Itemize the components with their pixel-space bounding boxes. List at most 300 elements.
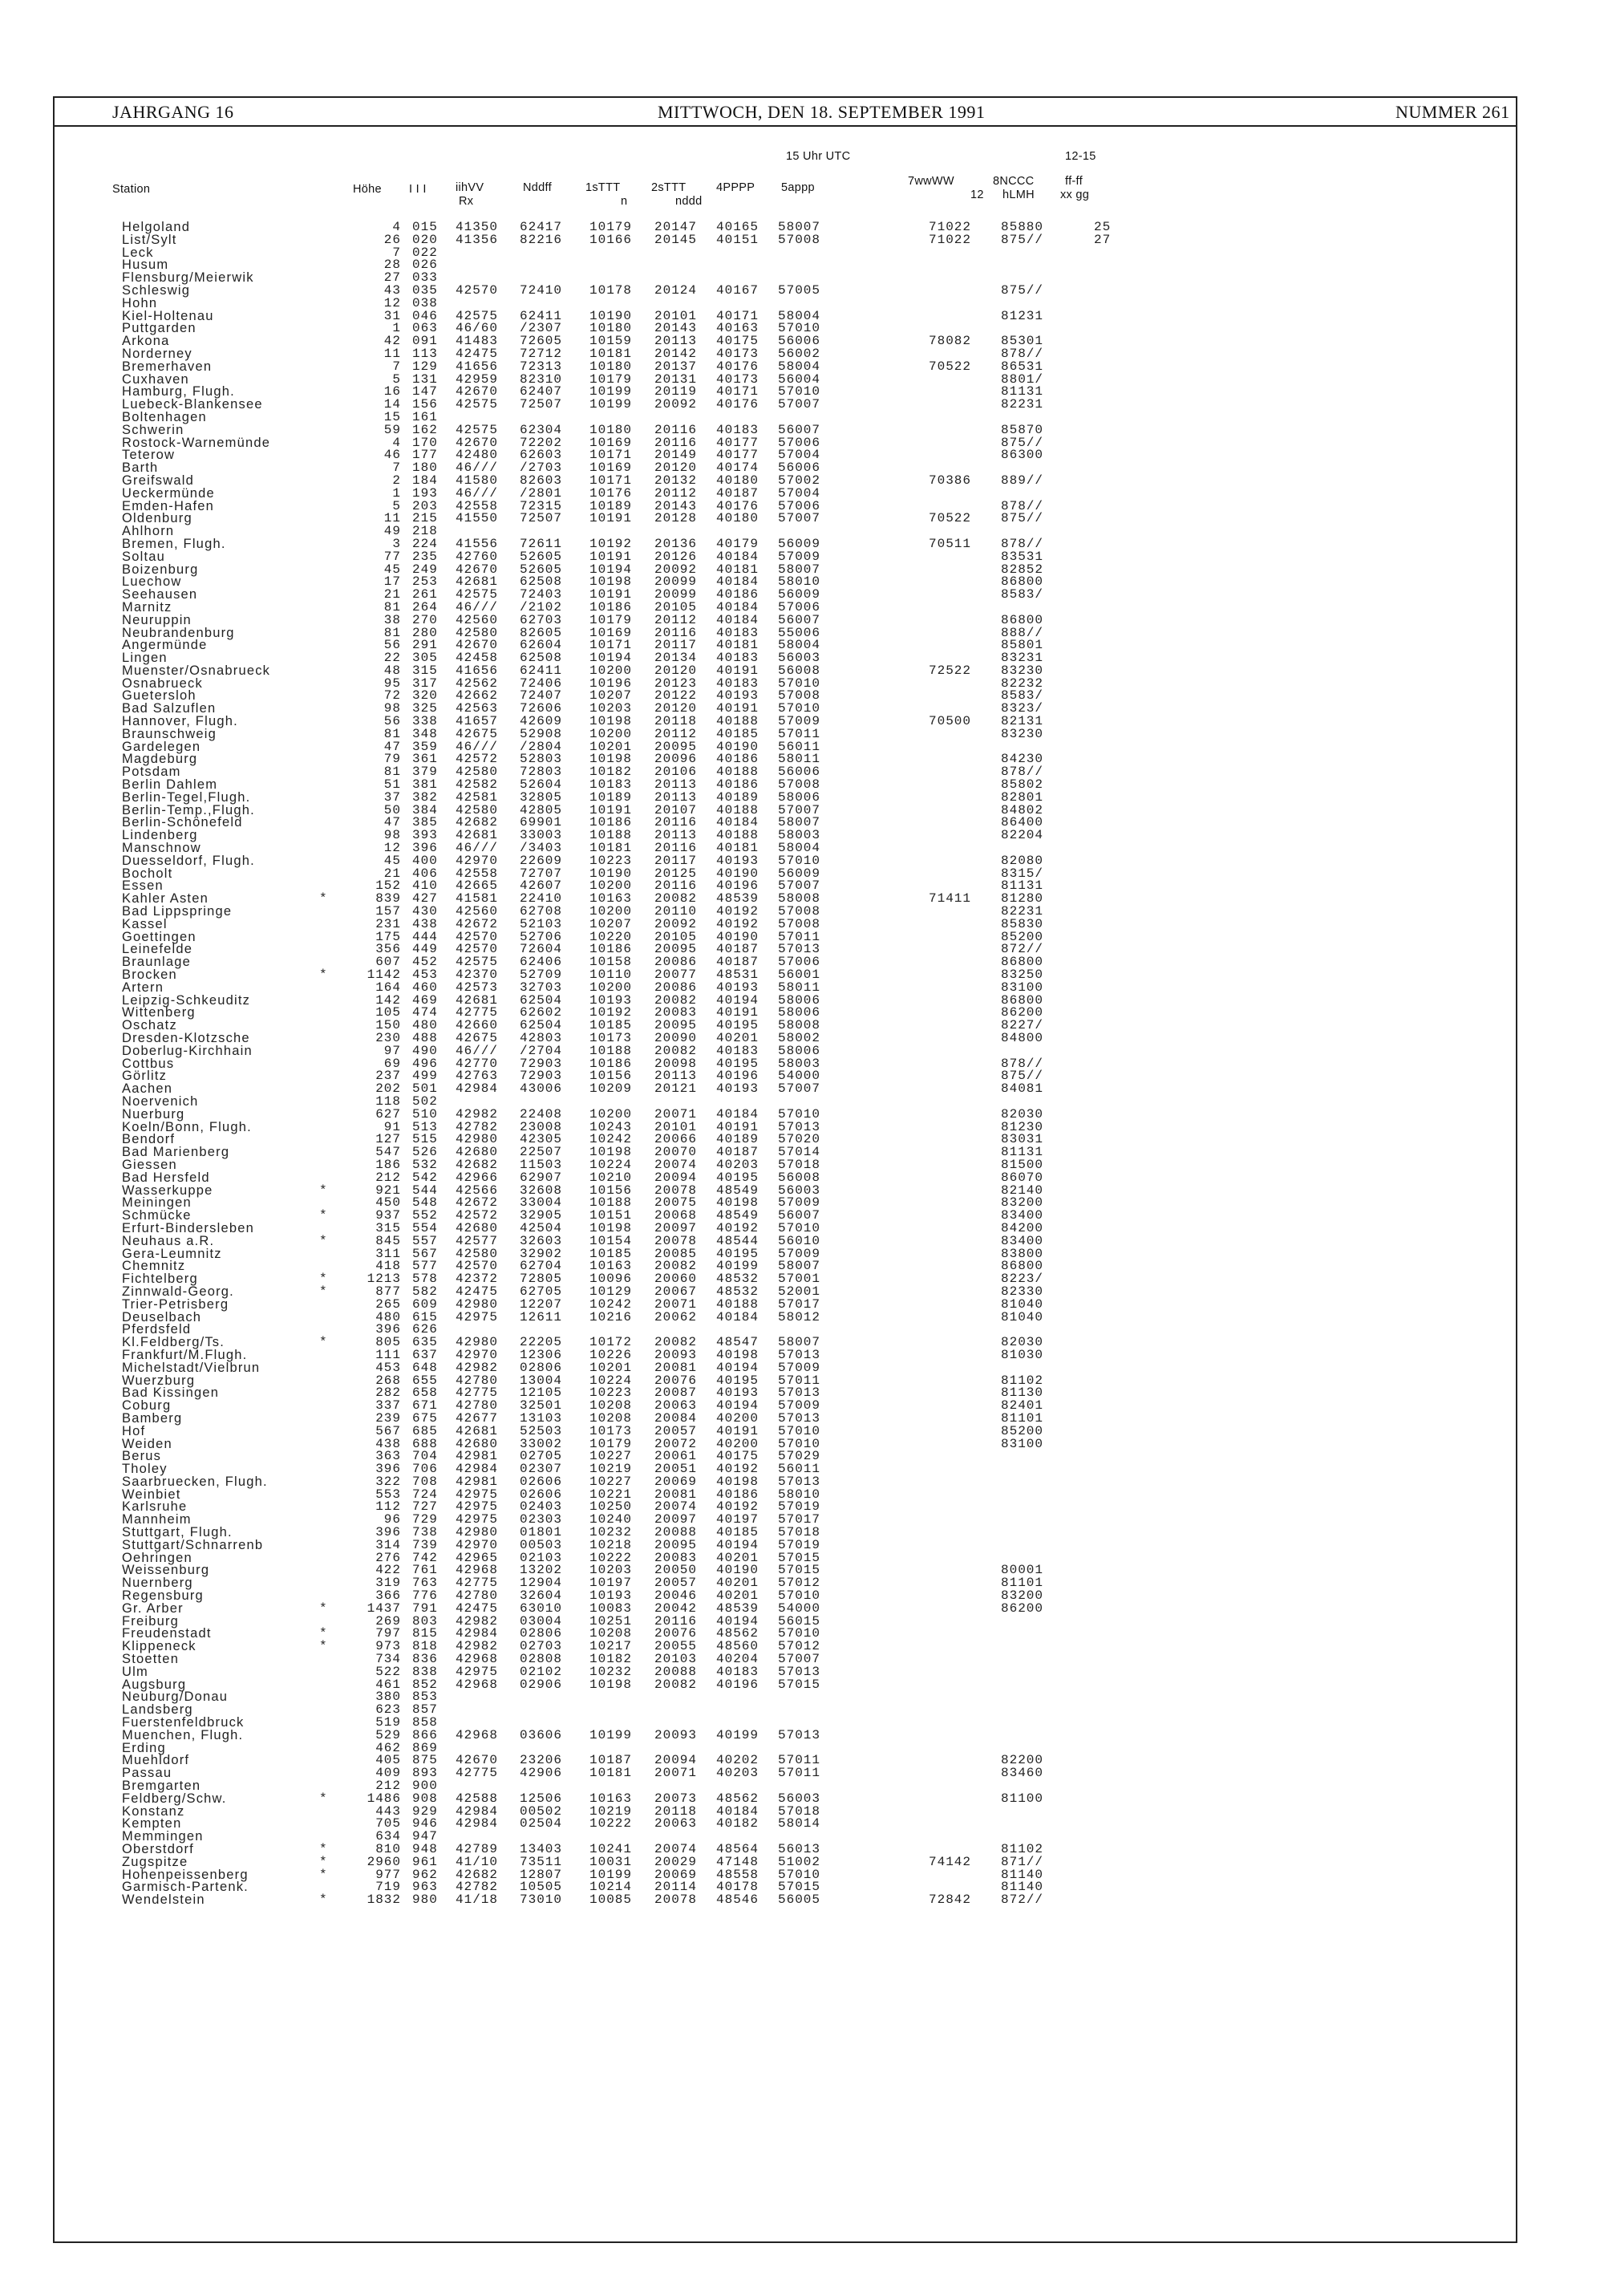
group-4pppp: 40192 bbox=[716, 916, 759, 931]
group-4pppp: 40180 bbox=[716, 473, 759, 488]
mountain-marker: * bbox=[319, 1854, 328, 1869]
station-name: Schwerin bbox=[122, 422, 184, 437]
group-8nccc: 82030 bbox=[1001, 1335, 1044, 1350]
group-4pppp: 40187 bbox=[716, 942, 759, 957]
group-8nccc: 81131 bbox=[1001, 384, 1044, 400]
group-1sttt: 10216 bbox=[589, 1309, 633, 1324]
group-nddff: 02606 bbox=[520, 1487, 563, 1502]
group-2sttt: 20124 bbox=[654, 282, 698, 298]
group-5appp: 57010 bbox=[778, 1436, 821, 1451]
station-name: Boltenhagen bbox=[122, 409, 207, 424]
group-4pppp: 40190 bbox=[716, 739, 759, 754]
group-5appp: 57010 bbox=[778, 321, 821, 336]
group-4pppp: 48532 bbox=[716, 1284, 759, 1299]
group-8nccc: 82140 bbox=[1001, 1182, 1044, 1198]
station-number: 962 bbox=[412, 1867, 438, 1882]
station-number: 406 bbox=[412, 866, 438, 881]
station-number: 526 bbox=[412, 1145, 438, 1160]
group-nddff: 02303 bbox=[520, 1512, 563, 1527]
group-nddff: 72903 bbox=[520, 1069, 563, 1084]
station-name: Bad Salzuflen bbox=[122, 701, 217, 716]
group-nddff: 43006 bbox=[520, 1081, 563, 1097]
group-2sttt: 20069 bbox=[654, 1867, 698, 1882]
group-nddff: 72507 bbox=[520, 397, 563, 412]
group-5appp: 57007 bbox=[778, 511, 821, 526]
group-5appp: 58003 bbox=[778, 1056, 821, 1071]
group-nddff: 63010 bbox=[520, 1600, 563, 1616]
group-4pppp: 40177 bbox=[716, 448, 759, 463]
station-number: 452 bbox=[412, 955, 438, 970]
station-name: Neubrandenburg bbox=[122, 625, 235, 640]
group-5appp: 57007 bbox=[778, 1081, 821, 1097]
station-height: 627 bbox=[375, 1106, 401, 1122]
g1-subheader: Rx bbox=[459, 195, 474, 208]
station-number: 815 bbox=[412, 1626, 438, 1641]
group-1sttt: 10178 bbox=[589, 282, 633, 298]
group-nddff: 72507 bbox=[520, 511, 563, 526]
group-4pppp: 40203 bbox=[716, 1766, 759, 1781]
group-1sttt: 10188 bbox=[589, 828, 633, 843]
group-4pppp: 40183 bbox=[716, 651, 759, 666]
group-4pppp: 40194 bbox=[716, 1613, 759, 1629]
group-2sttt: 20143 bbox=[654, 321, 698, 336]
group-5appp: 56006 bbox=[778, 765, 821, 780]
group-4pppp: 40203 bbox=[716, 1157, 759, 1172]
station-number: 742 bbox=[412, 1550, 438, 1565]
station-height: 461 bbox=[375, 1677, 401, 1692]
station-height: 839 bbox=[375, 891, 401, 907]
group-8nccc: 872// bbox=[1001, 1892, 1044, 1908]
group-4pppp: 40186 bbox=[716, 1487, 759, 1502]
group-2sttt: 20074 bbox=[654, 1499, 698, 1515]
station-name: Coburg bbox=[122, 1398, 172, 1414]
group-2sttt: 20057 bbox=[654, 1423, 698, 1438]
group-2sttt: 20106 bbox=[654, 765, 698, 780]
station-height: 79 bbox=[383, 752, 401, 767]
station-number: 410 bbox=[412, 878, 438, 894]
group-nddff: 42803 bbox=[520, 1031, 563, 1045]
station-number: 315 bbox=[412, 663, 438, 678]
station-number: 131 bbox=[412, 371, 438, 387]
group-8nccc: 875// bbox=[1001, 435, 1044, 450]
group-1sttt: 10240 bbox=[589, 1512, 633, 1527]
station-height: 98 bbox=[383, 701, 401, 716]
station-number: 320 bbox=[412, 688, 438, 704]
station-number: 857 bbox=[412, 1702, 438, 1718]
group-5appp: 57008 bbox=[778, 232, 821, 247]
group-ihvv: 42775 bbox=[456, 1005, 499, 1020]
group-5appp: 54000 bbox=[778, 1069, 821, 1084]
group-ihvv: 42588 bbox=[456, 1791, 499, 1806]
group-ihvv: 42570 bbox=[456, 282, 499, 298]
station-name: Bad Kissingen bbox=[122, 1385, 220, 1401]
group-2sttt: 20145 bbox=[654, 232, 698, 247]
group-4pppp: 40199 bbox=[716, 1727, 759, 1742]
group-4pppp: 40175 bbox=[716, 1449, 759, 1464]
group-8nccc: 84800 bbox=[1001, 1031, 1044, 1045]
station-height: 4 bbox=[392, 220, 401, 234]
group-5appp: 57014 bbox=[778, 1145, 821, 1160]
group-ihvv: 42980 bbox=[456, 1525, 499, 1540]
station-height: 157 bbox=[375, 904, 401, 919]
group-1sttt: 10208 bbox=[589, 1410, 633, 1426]
group-8nccc: 86800 bbox=[1001, 574, 1044, 590]
station-name: Essen bbox=[122, 878, 164, 894]
station-name: Angermünde bbox=[122, 638, 208, 653]
group-1sttt: 10186 bbox=[589, 942, 633, 957]
group-5appp: 58004 bbox=[778, 308, 821, 323]
group-2sttt: 20082 bbox=[654, 1677, 698, 1692]
group-5appp: 57006 bbox=[778, 599, 821, 615]
group-2sttt: 20060 bbox=[654, 1272, 698, 1287]
group-8nccc: 82131 bbox=[1001, 714, 1044, 729]
group-nddff: 72407 bbox=[520, 688, 563, 704]
group-8nccc: 82232 bbox=[1001, 675, 1044, 691]
station-height: 269 bbox=[375, 1613, 401, 1629]
group-2sttt: 20116 bbox=[654, 422, 698, 437]
group-1sttt: 10189 bbox=[589, 789, 633, 805]
station-height: 142 bbox=[375, 992, 401, 1008]
group-2sttt: 20095 bbox=[654, 942, 698, 957]
group-ihvv: 42665 bbox=[456, 878, 499, 894]
group-2sttt: 20126 bbox=[654, 549, 698, 564]
station-name: Mannheim bbox=[122, 1512, 192, 1527]
station-number: 836 bbox=[412, 1652, 438, 1667]
station-number: 875 bbox=[412, 1753, 438, 1768]
station-name: Neuruppin bbox=[122, 612, 192, 627]
station-height: 1 bbox=[392, 485, 401, 501]
group-4pppp: 40191 bbox=[716, 1119, 759, 1134]
group-2sttt: 20093 bbox=[654, 1347, 698, 1362]
group-8nccc: 83200 bbox=[1001, 1588, 1044, 1604]
group-5appp: 57008 bbox=[778, 777, 821, 793]
group-5appp: 55006 bbox=[778, 625, 821, 640]
group-5appp: 57013 bbox=[778, 1347, 821, 1362]
group-4pppp: 48549 bbox=[716, 1208, 759, 1223]
group-ihvv: 42572 bbox=[456, 1208, 499, 1223]
station-name: Wittenberg bbox=[122, 1005, 196, 1020]
group-4pppp: 40171 bbox=[716, 384, 759, 400]
group-2sttt: 20061 bbox=[654, 1449, 698, 1464]
station-number: 615 bbox=[412, 1309, 438, 1324]
station-number: 249 bbox=[412, 562, 438, 577]
group-5appp: 57020 bbox=[778, 1132, 821, 1147]
station-number: 338 bbox=[412, 714, 438, 729]
group-4pppp: 40176 bbox=[716, 397, 759, 412]
group-4pppp: 40171 bbox=[716, 308, 759, 323]
group-4pppp: 48562 bbox=[716, 1626, 759, 1641]
station-name: Husum bbox=[122, 258, 169, 273]
station-number: 577 bbox=[412, 1259, 438, 1274]
group-1sttt: 10191 bbox=[589, 587, 633, 602]
station-number: 557 bbox=[412, 1233, 438, 1248]
group-1sttt: 10198 bbox=[589, 1677, 633, 1692]
group-4pppp: 40196 bbox=[716, 1677, 759, 1692]
group-1sttt: 10198 bbox=[589, 1145, 633, 1160]
group-1sttt: 10209 bbox=[589, 1081, 633, 1097]
station-height: 462 bbox=[375, 1740, 401, 1755]
station-name: Hamburg, Flugh. bbox=[122, 384, 235, 400]
group-ihvv: 42982 bbox=[456, 1613, 499, 1629]
group-ihvv: 46/60 bbox=[456, 321, 499, 336]
station-name: Bad Hersfeld bbox=[122, 1170, 210, 1185]
group-4pppp: 40173 bbox=[716, 371, 759, 387]
group-1sttt: 10223 bbox=[589, 1385, 633, 1401]
group-ihvv: 42570 bbox=[456, 942, 499, 957]
station-height: 396 bbox=[375, 1462, 401, 1477]
station-number: 235 bbox=[412, 549, 438, 564]
group-nddff: 62602 bbox=[520, 1005, 563, 1020]
station-name: Giessen bbox=[122, 1157, 177, 1172]
station-number: 738 bbox=[412, 1525, 438, 1540]
table-row bbox=[0, 1894, 1604, 1907]
station-name: Konstanz bbox=[122, 1803, 185, 1819]
group-5appp: 57018 bbox=[778, 1803, 821, 1819]
group-4pppp: 40200 bbox=[716, 1410, 759, 1426]
station-height: 26 bbox=[383, 232, 401, 247]
group-5appp: 57009 bbox=[778, 1398, 821, 1414]
group-ihvv: 42770 bbox=[456, 1056, 499, 1071]
station-height: 734 bbox=[375, 1652, 401, 1667]
group-2sttt: 20113 bbox=[654, 777, 698, 793]
station-number: 460 bbox=[412, 980, 438, 995]
group-4pppp: 40190 bbox=[716, 929, 759, 944]
station-height: 438 bbox=[375, 1436, 401, 1451]
station-name: Bremgarten bbox=[122, 1779, 201, 1794]
group-8nccc: 84230 bbox=[1001, 752, 1044, 767]
station-number: 381 bbox=[412, 777, 438, 793]
group-1sttt: 10241 bbox=[589, 1842, 633, 1856]
g4-header: 2sTTT bbox=[651, 181, 687, 194]
station-number: 129 bbox=[412, 359, 438, 374]
group-8nccc: 875// bbox=[1001, 1069, 1044, 1084]
group-2sttt: 20076 bbox=[654, 1626, 698, 1641]
group-1sttt: 10207 bbox=[589, 688, 633, 704]
group-8nccc: 8583/ bbox=[1001, 688, 1044, 704]
group-2sttt: 20143 bbox=[654, 498, 698, 513]
station-name: Pferdsfeld bbox=[122, 1322, 192, 1337]
group-5appp: 58006 bbox=[778, 1043, 821, 1058]
station-height: 797 bbox=[375, 1626, 401, 1641]
group-8nccc: 82330 bbox=[1001, 1284, 1044, 1299]
station-height: 418 bbox=[375, 1259, 401, 1274]
group-ihvv: 42680 bbox=[456, 1220, 499, 1235]
group-8nccc: 82204 bbox=[1001, 828, 1044, 843]
group-1sttt: 10187 bbox=[589, 1753, 633, 1768]
group-2sttt: 20098 bbox=[654, 1056, 698, 1071]
station-number: 637 bbox=[412, 1347, 438, 1362]
group-nddff: 02806 bbox=[520, 1626, 563, 1641]
group-5appp: 56003 bbox=[778, 1182, 821, 1198]
group-4pppp: 40183 bbox=[716, 1664, 759, 1679]
group-5appp: 57013 bbox=[778, 1119, 821, 1134]
group-1sttt: 10171 bbox=[589, 473, 633, 488]
group-2sttt: 20071 bbox=[654, 1106, 698, 1122]
group-5appp: 57010 bbox=[778, 1626, 821, 1641]
station-number: 280 bbox=[412, 625, 438, 640]
group-nddff: 82310 bbox=[520, 371, 563, 387]
station-height: 150 bbox=[375, 1018, 401, 1033]
group-5appp: 57004 bbox=[778, 485, 821, 501]
station-name: Norderney bbox=[122, 346, 192, 361]
station-height: 237 bbox=[375, 1069, 401, 1084]
station-name: Neuhaus a.R. bbox=[122, 1233, 215, 1248]
station-height: 95 bbox=[383, 675, 401, 691]
group-5appp: 56006 bbox=[778, 334, 821, 349]
station-number: 947 bbox=[412, 1829, 438, 1844]
group-nddff: 02703 bbox=[520, 1639, 563, 1654]
group-nddff: 02102 bbox=[520, 1664, 563, 1679]
group-ihvv: 42475 bbox=[456, 1284, 499, 1299]
group-5appp: 57012 bbox=[778, 1576, 821, 1591]
group-2sttt: 20042 bbox=[654, 1600, 698, 1616]
station-number: 658 bbox=[412, 1385, 438, 1401]
station-name: Wasserkuppe bbox=[122, 1182, 213, 1198]
group-7wwww: 72522 bbox=[929, 663, 972, 678]
station-number: 552 bbox=[412, 1208, 438, 1223]
station-number: 791 bbox=[412, 1600, 438, 1616]
group-nddff: /2704 bbox=[520, 1043, 563, 1058]
group-2sttt: 20132 bbox=[654, 473, 698, 488]
group-nddff: 33004 bbox=[520, 1195, 563, 1211]
group-8nccc: 81131 bbox=[1001, 1145, 1044, 1160]
station-number: 224 bbox=[412, 536, 438, 551]
station-height: 805 bbox=[375, 1335, 401, 1350]
group-ihvv: 42981 bbox=[456, 1474, 499, 1489]
group-2sttt: 20101 bbox=[654, 1119, 698, 1134]
group-8nccc: 83230 bbox=[1001, 663, 1044, 678]
station-height: 47 bbox=[383, 739, 401, 754]
group-2sttt: 20081 bbox=[654, 1360, 698, 1375]
group-8nccc: 83460 bbox=[1001, 1766, 1044, 1781]
station-number: 900 bbox=[412, 1779, 438, 1794]
group-4pppp: 40181 bbox=[716, 841, 759, 856]
group-5appp: 57013 bbox=[778, 1474, 821, 1489]
group-8nccc: 81040 bbox=[1001, 1309, 1044, 1324]
group-4pppp: 48546 bbox=[716, 1892, 759, 1908]
group-5appp: 56007 bbox=[778, 1208, 821, 1223]
group-5appp: 57009 bbox=[778, 549, 821, 564]
group-2sttt: 20071 bbox=[654, 1296, 698, 1312]
group-5appp: 58004 bbox=[778, 359, 821, 374]
group-4pppp: 40180 bbox=[716, 511, 759, 526]
group-8nccc: 875// bbox=[1001, 232, 1044, 247]
group-5appp: 56009 bbox=[778, 536, 821, 551]
group-ihvv: 42975 bbox=[456, 1499, 499, 1515]
station-height: 396 bbox=[375, 1525, 401, 1540]
station-number: 400 bbox=[412, 853, 438, 868]
group-nddff: 62504 bbox=[520, 1018, 563, 1033]
group-2sttt: 20087 bbox=[654, 1385, 698, 1401]
station-number: 382 bbox=[412, 789, 438, 805]
station-height: 28 bbox=[383, 258, 401, 273]
group-1sttt: 10200 bbox=[589, 904, 633, 919]
station-height: 212 bbox=[375, 1779, 401, 1794]
group-4pppp: 40176 bbox=[716, 498, 759, 513]
station-name: Kassel bbox=[122, 916, 168, 931]
station-height: 202 bbox=[375, 1081, 401, 1097]
utc-time-label: 15 Uhr UTC bbox=[786, 150, 851, 163]
range-label: 12-15 bbox=[1065, 150, 1096, 163]
group-nddff: 72707 bbox=[520, 866, 563, 881]
g7-subheader: 12 bbox=[970, 189, 984, 201]
table-row bbox=[0, 247, 1604, 260]
group-2sttt: 20081 bbox=[654, 1487, 698, 1502]
station-height: 322 bbox=[375, 1474, 401, 1489]
group-2sttt: 20095 bbox=[654, 1537, 698, 1552]
group-5appp: 58007 bbox=[778, 815, 821, 830]
group-ihvv: 42984 bbox=[456, 1816, 499, 1832]
group-8nccc: 878// bbox=[1001, 536, 1044, 551]
group-1sttt: 10156 bbox=[589, 1182, 633, 1198]
station-height: 363 bbox=[375, 1449, 401, 1464]
station-name: Barth bbox=[122, 460, 159, 476]
group-8nccc: 82231 bbox=[1001, 904, 1044, 919]
group-4pppp: 40194 bbox=[716, 992, 759, 1008]
group-1sttt: 10210 bbox=[589, 1170, 633, 1185]
station-name: Bremerhaven bbox=[122, 359, 213, 374]
station-name: Trier-Petrisberg bbox=[122, 1296, 229, 1312]
group-8nccc: 82231 bbox=[1001, 397, 1044, 412]
group-8nccc: 81140 bbox=[1001, 1867, 1044, 1882]
group-5appp: 57007 bbox=[778, 802, 821, 817]
group-2sttt: 20116 bbox=[654, 625, 698, 640]
group-8nccc: 82030 bbox=[1001, 1106, 1044, 1122]
group-7wwww: 72842 bbox=[929, 1892, 972, 1908]
group-4pppp: 40201 bbox=[716, 1576, 759, 1591]
station-height: 1437 bbox=[367, 1600, 401, 1616]
group-2sttt: 20088 bbox=[654, 1664, 698, 1679]
group-1sttt: 10198 bbox=[589, 1220, 633, 1235]
station-name: Stoetten bbox=[122, 1652, 180, 1667]
station-number: 253 bbox=[412, 574, 438, 590]
group-5appp: 56008 bbox=[778, 1170, 821, 1185]
group-4pppp: 40195 bbox=[716, 1246, 759, 1261]
group-1sttt: 10172 bbox=[589, 1335, 633, 1350]
group-4pppp: 40193 bbox=[716, 1385, 759, 1401]
group-2sttt: 20116 bbox=[654, 435, 698, 450]
station-height: 422 bbox=[375, 1563, 401, 1578]
group-nddff: 23206 bbox=[520, 1753, 563, 1768]
group-5appp: 58007 bbox=[778, 1259, 821, 1274]
station-name: Greifswald bbox=[122, 473, 194, 488]
group-ihvv: 41/18 bbox=[456, 1892, 499, 1908]
group-4pppp: 40176 bbox=[716, 359, 759, 374]
station-height: 268 bbox=[375, 1373, 401, 1388]
group-1sttt: 10191 bbox=[589, 511, 633, 526]
station-name: Gr. Arber bbox=[122, 1600, 184, 1616]
group-4pppp: 40175 bbox=[716, 334, 759, 349]
group-nddff: 02403 bbox=[520, 1499, 563, 1515]
group-2sttt: 20088 bbox=[654, 1525, 698, 1540]
group-1sttt: 10208 bbox=[589, 1626, 633, 1641]
station-number: 501 bbox=[412, 1081, 438, 1097]
group-1sttt: 10199 bbox=[589, 384, 633, 400]
station-height: 12 bbox=[383, 295, 401, 310]
group-8nccc: 83531 bbox=[1001, 549, 1044, 564]
group-ihvv: 46/// bbox=[456, 1043, 499, 1058]
group-1sttt: 10199 bbox=[589, 1727, 633, 1742]
station-name: Braunlage bbox=[122, 955, 192, 970]
station-name: Karlsruhe bbox=[122, 1499, 188, 1515]
group-8nccc: 83800 bbox=[1001, 1246, 1044, 1261]
station-number: 609 bbox=[412, 1296, 438, 1312]
station-number: 761 bbox=[412, 1563, 438, 1578]
group-ihvv: 42662 bbox=[456, 688, 499, 704]
group-ihvv: 41356 bbox=[456, 232, 499, 247]
group-nddff: 03606 bbox=[520, 1727, 563, 1742]
group-1sttt: 10232 bbox=[589, 1664, 633, 1679]
